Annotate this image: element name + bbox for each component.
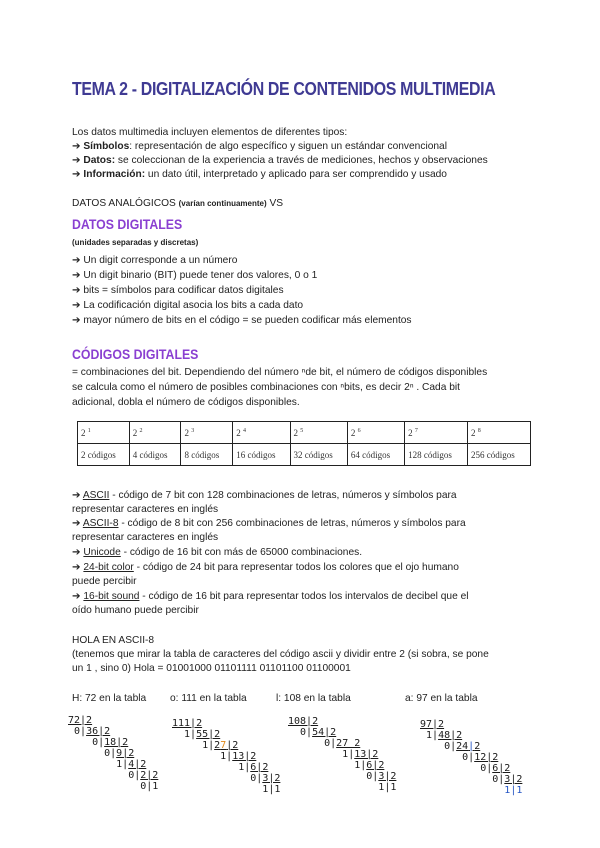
code-item-continuation: oído humano puede percibir (72, 605, 199, 616)
codes-paragraph-line: se calcula como el número de posibles combinaciones con ⁿbits, es decir 2ⁿ . Cada bit (72, 382, 460, 393)
digital-item: ➔ bits = símbolos para codificar datos digitales (72, 285, 284, 296)
count-cell: 32 códigos (290, 444, 347, 466)
letter-h: H: 72 en la tabla (72, 693, 147, 704)
term: Información: (83, 169, 146, 180)
power-cell: 2 $^7$ (405, 422, 468, 444)
count-cell: 64 códigos (347, 444, 404, 466)
arrow-icon: ➔ (72, 155, 81, 166)
arrow-icon: ➔ (72, 169, 81, 180)
power-cell: 2 $^8$ (468, 422, 531, 444)
codes-heading: CÓDIGOS DIGITALES (72, 346, 199, 362)
power-cell: 2 $^5$ (290, 422, 347, 444)
intro-item-symbols: ➔ Símbolos: representación de algo específico y siguen un estándar convencional (72, 141, 447, 152)
powers-row (78, 422, 531, 444)
digital-item: ➔ Un digit corresponde a un número (72, 255, 238, 266)
code-item-ascii: ➔ ASCII - código de 7 bit con 128 combinaciones de letras, números y símbolos para (72, 490, 457, 501)
code-item-24bit: ➔ 24-bit color - código de 24 bit para representar todos los colores que el ojo humano (72, 562, 459, 573)
division-l: 108|2 0|54|2 0|27 2 1|13|2 1|6|2 0|3|2 1|1 (288, 716, 397, 793)
count-cell: 128 códigos (405, 444, 468, 466)
arrow-icon: ➔ (72, 518, 81, 529)
analog-line: DATOS ANALÓGICOS (varían continuamente) VS (72, 198, 284, 209)
code-item-16bit: ➔ 16-bit sound - código de 16 bit para representar todos los intervalos de decibel que el (72, 591, 469, 602)
intro-item-information: ➔ Información: un dato útil, interpretado y aplicado para ser comprendido y usado (72, 169, 447, 180)
count-cell: 16 códigos (233, 444, 290, 466)
code-item-continuation: representar caracteres en inglés (72, 504, 219, 515)
code-item-unicode: ➔ Unicode - código de 16 bit con más de 65000 combinaciones. (72, 547, 363, 558)
letter-l: l: 108 en la tabla (276, 693, 351, 704)
term: Símbolos (83, 141, 130, 152)
digital-heading: DATOS DIGITALES (72, 216, 183, 232)
division-o: 111|2 1|55|2 1|27|2 1|13|2 1|6|2 0|3|2 1|1 (172, 718, 281, 795)
digital-item: ➔ mayor número de bits en el código = se pueden codificar más elementos (72, 315, 412, 326)
division-a: 97|2 1|48|2 0|24|2 0|12|2 0|6|2 0|3|2 1|1 (420, 719, 523, 796)
count-cell: 4 códigos (129, 444, 181, 466)
code-item-continuation: puede percibir (72, 576, 137, 587)
arrow-icon: ➔ (72, 562, 81, 573)
counts-row (78, 444, 531, 466)
intro-item-data: ➔ Datos: se coleccionan de la experiencia a través de mediciones, hechos y observaciones (72, 155, 488, 166)
arrow-icon: ➔ (72, 490, 81, 501)
digital-item: ➔ La codificación digital asocia los bits a cada dato (72, 300, 304, 311)
power-cell: 2 $^3$ (181, 422, 233, 444)
count-cell: 256 códigos (468, 444, 531, 466)
arrow-icon: ➔ (72, 141, 81, 152)
power-cell: 2 $^2$ (129, 422, 181, 444)
digital-item: ➔ Un digit binario (BIT) puede tener dos valores, 0 o 1 (72, 270, 318, 281)
arrow-icon: ➔ (72, 591, 81, 602)
hola-line: un 1 , sino 0) Hola = 01001000 01101111 01101100 01100001 (72, 663, 351, 674)
hola-heading: HOLA EN ASCII-8 (72, 635, 155, 646)
code-item-continuation: representar caracteres en inglés (72, 532, 219, 543)
digital-note: (unidades separadas y discretas) (72, 238, 199, 247)
term: Datos: (83, 155, 116, 166)
count-cell: 8 códigos (181, 444, 233, 466)
letter-a: a: 97 en la tabla (405, 693, 478, 704)
codes-paragraph-line: adicional, dobla el número de códigos disponibles. (72, 397, 300, 408)
power-cell: 2 $^6$ (347, 422, 404, 444)
page-title: TEMA 2 - DIGITALIZACIÓN DE CONTENIDOS MULTIMEDIA (72, 78, 496, 99)
intro-line: Los datos multimedia incluyen elementos de diferentes tipos: (72, 127, 348, 138)
code-item-ascii8: ➔ ASCII-8 - código de 8 bit con 256 combinaciones de letras, números y símbolos para (72, 518, 466, 529)
power-cell: 2 $^4$ (233, 422, 290, 444)
power-cell: 2 $^1$ (78, 422, 130, 444)
letter-o: o: 111 en la tabla (170, 693, 247, 704)
division-h: 72|2 0|36|2 0|18|2 0|9|2 1|4|2 0|2|2 0|1 (68, 715, 159, 792)
hola-line: (tenemos que mirar la tabla de caracteres del código ascii y dividir entre 2 (si sobra, se pone (72, 649, 489, 660)
arrow-icon: ➔ (72, 547, 81, 558)
codes-table (77, 421, 531, 466)
count-cell: 2 códigos (78, 444, 130, 466)
codes-paragraph-line: = combinaciones del bit. Dependiendo del número ⁿde bit, el número de códigos disponibles (72, 367, 488, 378)
